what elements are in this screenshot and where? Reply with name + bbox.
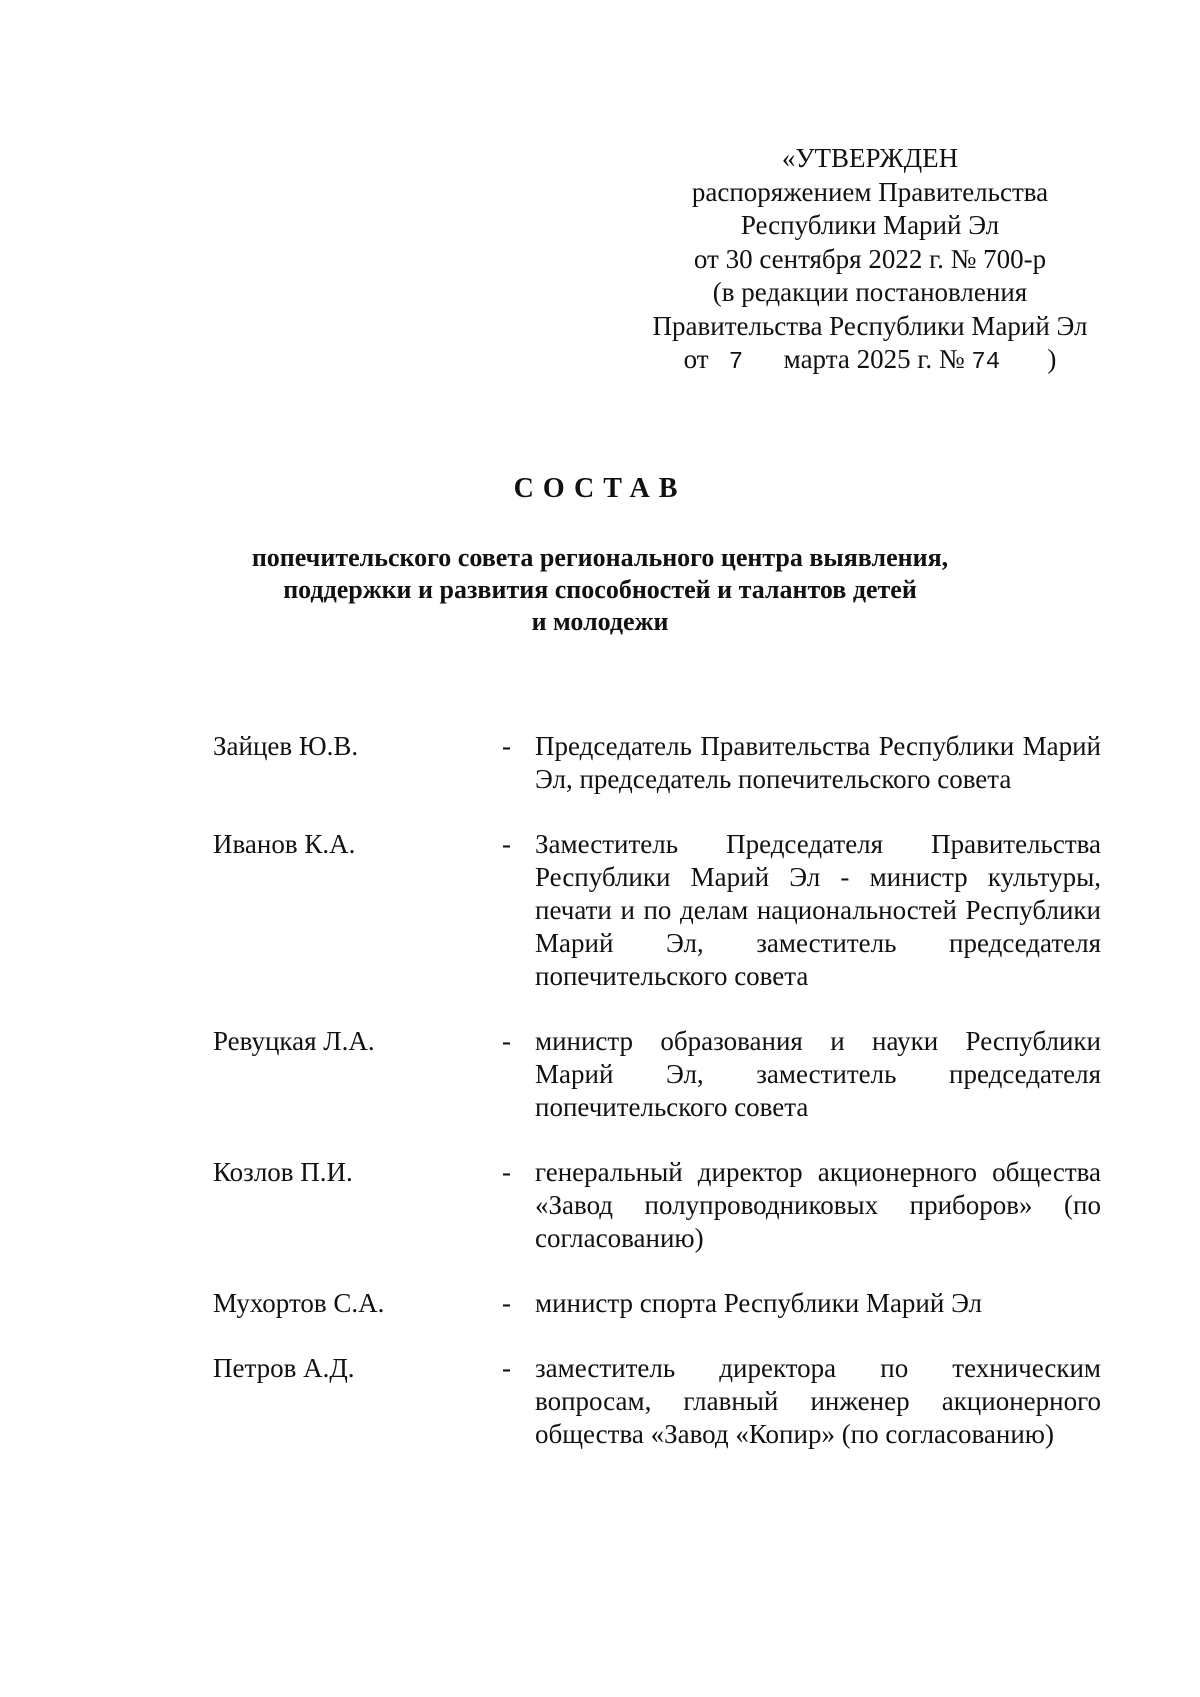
approval-line-approved: «УТВЕРЖДЕН [781,143,959,173]
member-dash: - [502,731,511,761]
amendment-month-year: марта 2025 г. № [783,344,965,374]
member-role: заместитель директора по техническим вопросам, главный инженер акционерного общества «Завод «Копир» (по согласованию) [535,1353,1101,1449]
member-dash: - [502,829,511,859]
approval-line-republic: Республики Марий Эл [740,210,1000,240]
member-role: Заместитель Председателя Правительства Республики Марий Эл - министр культуры, печати и по делам национальностей Республики Марий Эл, заместитель председателя попечительского совета [535,829,1101,991]
approval-line-date-number: от 30 сентября 2022 г. № 700-р [693,243,1047,274]
member-row [213,1156,1103,1255]
member-dash: - [502,1288,511,1318]
subtitle-line: и молодежи [531,607,669,636]
member-dash: - [502,1157,511,1187]
member-row [213,828,1103,993]
member-role: министр образования и науки Республики Марий Эл, заместитель председателя попечительского совета [535,1026,1101,1122]
document-subtitle [0,542,1200,638]
member-role: министр спорта Республики Марий Эл [535,1288,983,1318]
member-role: Председатель Правительства Республики Марий Эл, председатель попечительского совета [535,731,1101,794]
member-dash: - [502,1353,511,1383]
amendment-prefix: от [683,344,709,374]
member-name: Иванов К.А. [213,829,356,859]
member-row [213,1025,1103,1124]
members-list [213,730,1103,1483]
member-name: Мухортов С.А. [213,1288,385,1318]
approval-line-amendment-date [640,343,1100,380]
approval-line-government: Правительства Республики Марий Эл [652,310,1088,341]
amendment-close: ) [1047,344,1057,374]
member-name: Козлов П.И. [213,1157,353,1187]
member-row [213,1352,1103,1451]
approval-line-edition: (в редакции постановления [712,277,1028,307]
subtitle-line: поддержки и развития способностей и талантов детей [283,575,917,604]
member-row [213,1287,1103,1320]
approval-stamp [640,142,1100,380]
approval-line-order: распоряжением Правительства [691,176,1049,207]
member-row [213,730,1103,796]
document-title: СОСТАВ [513,473,687,504]
member-dash: - [502,1026,511,1056]
member-name: Петров А.Д. [213,1353,355,1383]
member-name: Зайцев Ю.В. [213,731,359,761]
member-name: Ревуцкая Л.А. [213,1026,375,1056]
amendment-day: 7 [728,349,744,376]
subtitle-line: попечительского совета регионального центра выявления, [251,543,949,572]
amendment-number: 74 [971,349,1001,376]
member-role: генеральный директор акционерного общества «Завод полупроводниковых приборов» (по согласованию) [535,1157,1101,1253]
